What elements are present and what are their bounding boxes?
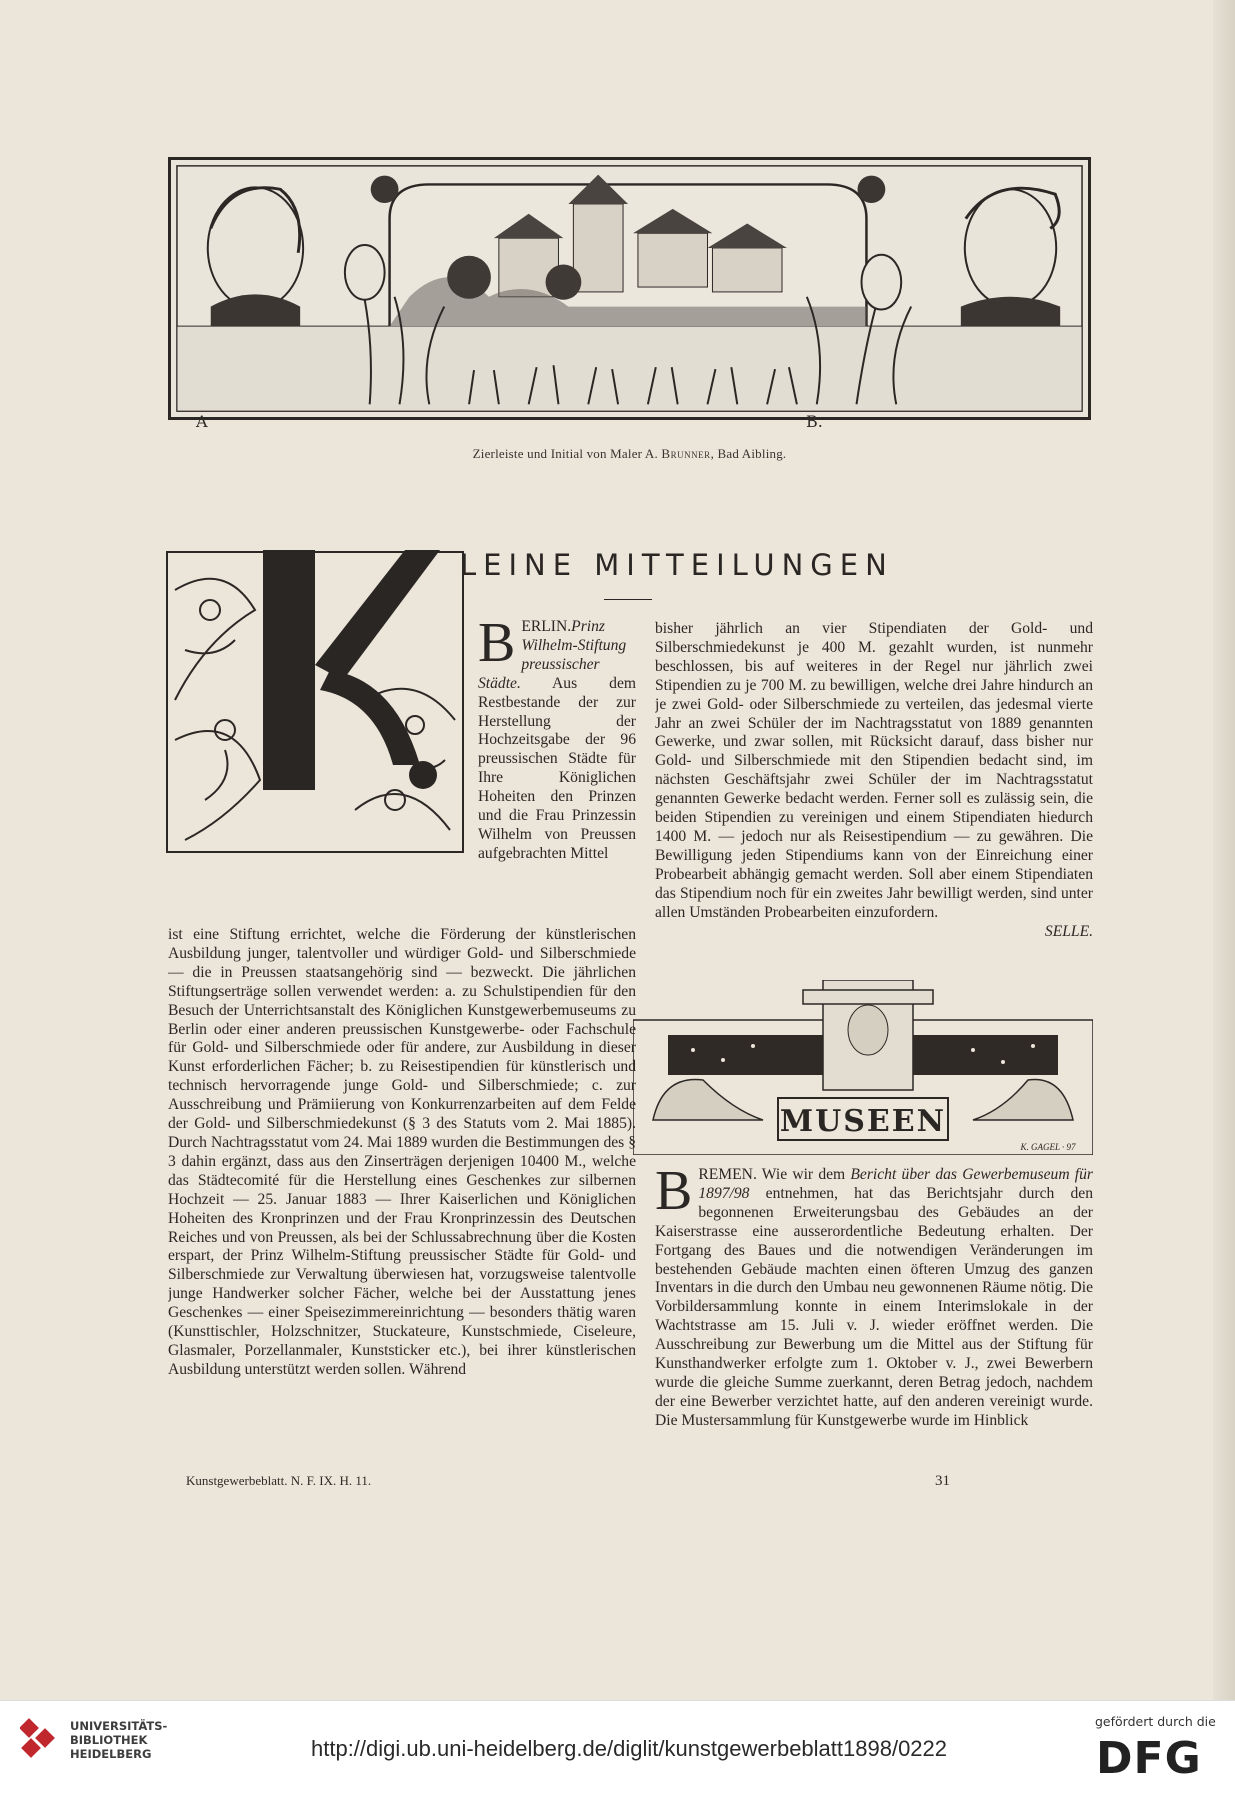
signature-right: B. (806, 412, 823, 431)
ornament-caption (168, 446, 1091, 462)
ornament-illustration (171, 160, 1088, 417)
bremen-paragraph (655, 1166, 1093, 1431)
berlin-heading-italic: Prinz Wilhelm-Stiftung preussischer Städte. (478, 618, 627, 692)
title-divider (604, 599, 652, 600)
library-footer-bar (0, 1700, 1235, 1796)
signature-left: A (196, 412, 208, 431)
berlin-body-text: ist eine Stiftung errichtet, welche die Förderung der künstlerischen Ausbildung junger, talentvoller und würdiger Gold- und Silberschmiede — die in Preussen staatsangehörig sind — bezweckt. Die jährlichen Stiftungserträge sollen verwendet werden: a. zu Schulstipendien für den Besuch der Unterrichtsanstalt des Königlichen Kunstgewerbemuseums zu Berlin oder einer anderen preussischen Kunstgewerbe- oder Fachschule für Gold- und Silberschmiede oder für andere, zur Ausbildung in dieser Kunst erforderlichen Fächer; b. zu Reisestipendien für künstlerisch und technisch hervorragende junge Gold- und Silberschmiede; c. zur Ausschreibung und Prämiierung von Konkurrenzarbeiten auf dem Felde der Gold- und Silberschmiedekunst (§ 3 des Statuts vom 2. Mai 1885). Durch Nachtragsstatut vom 24. Mai 1889 wurden die Bestimmungen des § 3 dahin ergänzt, dass aus den Zinserträgen derjenigen 10400 M., welche das Städtecomité für die Herstellung eines Geschenkes zur silbernen Hochzeit — 25. Januar 1883 — Ihrer Kaiserlichen und Königlichen Hoheiten des Kronprinzen und der Frau Kronprinzessin des Deutschen Reiches und von Preussen, als bei der Schlussabrechnung über die Kosten erspart, der Prinz Wilhelm-Stiftung preussischer Städte für Gold- und Silberschmiede zur Verwaltung überwiesen hat, vorzugsweise talentvolle junge Handwerker solcher Fächer, welche bei der Ausstattung jenes Geschenkes — einer Speisezimmereinrichtung — besonders thätig waren (Kunsttischler, Holzschnitzer, Stuckateure, Kunstschmiede, Ciseleure, Glasmaler, Porzellanmaler, Kunststicker etc.), bei ihrer künstlerischen Ausbildung unterstützt werden sollen. Während (168, 926, 636, 1378)
author-signature: SELLE. (1044, 922, 1093, 940)
dropcap-bremen: B (655, 1166, 693, 1222)
berlin-narrow-text: Aus dem Restbestande der zur Herstellung der Hochzeitsgabe der 96 preussischen Städte für Ihre Königlichen Hoheiten den Prinzen und die Frau Prinzessin Wilhelm von Preussen aufgebrachten Mittel (478, 674, 636, 862)
right-column-lower (655, 1166, 1093, 1466)
bremen-intro: Wie wir dem (756, 1166, 851, 1183)
museen-illustration (633, 980, 1093, 1155)
page-edge (1213, 0, 1235, 1700)
dropcap-b: B (478, 618, 516, 674)
university-line-3: HEIDELBERG (70, 1747, 152, 1761)
berlin-heading: ERLIN. (521, 618, 572, 635)
bremen-italic: Bericht über das Gewerbemuseum für 1897/98 (698, 1166, 1093, 1202)
bremen-lead: REMEN. (698, 1166, 757, 1183)
header-ornament (168, 157, 1091, 420)
initial-k-illustration (165, 550, 465, 855)
right-column-upper (655, 620, 1093, 980)
museen-label: MUSEEN (779, 1104, 947, 1139)
funding-note: gefördert durch die (1095, 1714, 1216, 1729)
permalink-url[interactable]: http://digi.ub.uni-heidelberg.de/diglit/kunstgewerbeblatt1898/0222 (311, 1736, 948, 1761)
caption-prefix: Zierleiste und Initial von Maler A. (472, 446, 662, 461)
berlin-paragraph-head (478, 618, 636, 864)
university-logo-icon[interactable] (20, 1715, 62, 1763)
museen-vignette (633, 980, 1093, 1155)
bremen-text: entnehmen, hat das Berichtsjahr durch den begonnenen Erweiterungsbau des Gebäudes an der Kaiserstrasse eine ausserordentliche Bedeutung erhalten. Der Fortgang des Baues und die notwendigen Veränderungen im bestehenden Gebäude machten einen öfteren Umzug des ganzen Inventars in die durch den Umbau neu gewonnenen Räume nötig. Die Vorbildersammlung konnte in einem Interimslokale in der Wachtstrasse am 15. Juli v. J. wieder eröffnet werden. Die Ausschreibung zur Bewerbung um die Mittel aus der Stiftung für Kunsthandwerker erfolgte zum 1. Oktober v. J., zwei Bewerbern wurde die gleiche Summe zuerkannt, deren Betrag jedoch, nachdem der eine Bewerber verzichtet hatte, auf den anderen vereinigt wurde. Die Mustersammlung für Kunstgewerbe wurde im Hinblick (655, 1184, 1093, 1429)
journal-reference: Kunstgewerbeblatt. N. F. IX. H. 11. (186, 1473, 372, 1488)
university-name[interactable] (70, 1719, 167, 1761)
museen-signature: K. GAGEL · 97 (1020, 1142, 1076, 1152)
stipend-text: bisher jährlich an vier Stipendiaten der Gold- und Silberschmiedekunst je 400 M. gezahlt wurden, ist nunmehr beschlossen, bis auf weiteres in der Regel nur jährlich zwei Stipendien zu je 700 M. zu bewilligen, welche drei Jahre hindurch an je zwei Gold- oder Silberschmiede zu verteilen, das jedesmal vierte Jahr an zwei Schüler der im Nachtragsstatut von 1889 genannten Gewerke, und zwar sollen, mit Rücksicht darauf, dass bisher nur Gold- und Silberschmiede mit den Stipendien bedacht sind, im nächsten Geschäftsjahr zwei Schüler der im Nachtragsstatut genannten Gewerke bedacht werden. Ferner soll es zulässig sein, die beiden Stipendien zu vereinigen und einem Stipendiaten hiedurch 1400 M. — jedoch nur als Reisestipendium — zu gewähren. Die Bewilligung jeden Stipendiums kann von der Einreichung einer Probearbeit abhängig gemacht werden. Soll aber einem Stipendiaten das Stipendium noch für ein zweites Jahr bewilligt werden, sind unter allen Umständen Probearbeiten einzufordern. (655, 620, 1093, 921)
page-number: 31 (935, 1473, 950, 1489)
caption-artist-name: Brunner (661, 446, 711, 461)
university-line-1: UNIVERSITÄTS- (70, 1719, 168, 1733)
dfg-logo[interactable]: DFG (1096, 1733, 1202, 1784)
initial-k-ornament (165, 550, 465, 855)
left-column-body (168, 926, 636, 1466)
article-title: LEINE MITTEILUNGEN (460, 548, 894, 582)
caption-suffix: , Bad Aibling. (710, 446, 787, 461)
university-line-2: BIBLIOTHEK (70, 1733, 148, 1747)
left-column-narrow (478, 618, 636, 928)
